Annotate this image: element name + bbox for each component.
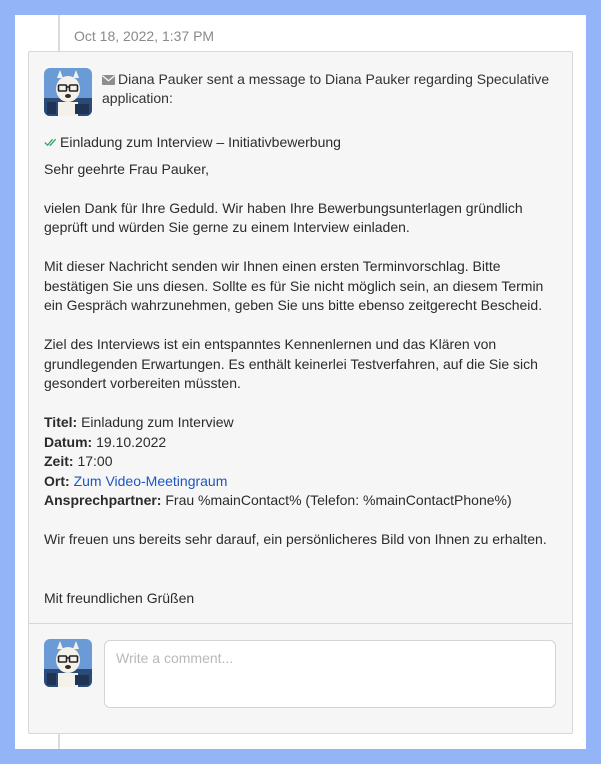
signoff: Mit freundlichen Grüßen bbox=[44, 589, 195, 606]
detail-time-label: Zeit: bbox=[44, 453, 74, 469]
paragraph-3: Ziel des Interviews ist ein entspanntes Kennenlernen und das Klären von grundlegenden Erwartungen. Es enthält keinerlei Testverfahren, auf die Sie sich gesondert vorbereiten müssten. bbox=[44, 336, 538, 391]
detail-date-label: Datum: bbox=[44, 433, 93, 450]
detail-contact-value: Frau %mainContact% (Telefon: %mainContactPhone%) bbox=[165, 492, 512, 508]
double-check-icon bbox=[44, 137, 57, 147]
interview-details bbox=[44, 413, 559, 511]
message-subject bbox=[44, 133, 559, 153]
detail-title-label: Titel: bbox=[44, 414, 78, 430]
envelope-icon bbox=[102, 75, 115, 85]
detail-contact-label: Ansprechpartner: bbox=[44, 492, 162, 508]
detail-date bbox=[44, 433, 559, 453]
detail-location bbox=[44, 472, 559, 492]
message-header-text: Diana Pauker sent a message to Diana Pauker regarding Speculative application: bbox=[102, 71, 550, 106]
detail-contact bbox=[44, 491, 559, 511]
message-card bbox=[28, 51, 573, 734]
paragraph-1: vielen Dank für Ihre Geduld. Wir haben Ihre Bewerbungsunterlagen gründlich geprüft und würden Sie gerne zu einem Interview einladen. bbox=[44, 199, 523, 235]
message-body bbox=[44, 133, 559, 608]
subject-text: Einladung zum Interview – Initiativbewerbung bbox=[60, 134, 341, 150]
video-meeting-link[interactable]: Zum Video-Meetingraum bbox=[73, 472, 228, 489]
divider bbox=[29, 623, 572, 624]
timestamp: Oct 18, 2022, 1:37 PM bbox=[74, 28, 215, 44]
closing-line: Wir freuen uns bereits sehr darauf, ein persönlicheres Bild von Ihnen zu erhalten. bbox=[44, 531, 547, 547]
avatar[interactable] bbox=[44, 68, 92, 116]
detail-title bbox=[44, 413, 559, 433]
detail-location-label: Ort: bbox=[44, 472, 70, 489]
activity-feed bbox=[15, 15, 586, 749]
comment-input[interactable] bbox=[104, 640, 556, 708]
message-header bbox=[102, 70, 552, 108]
detail-date-value: 19.10.2022 bbox=[96, 433, 167, 450]
greeting: Sehr geehrte Frau Pauker, bbox=[44, 160, 209, 177]
comment-avatar bbox=[44, 639, 92, 687]
spacer bbox=[44, 569, 559, 589]
detail-time-value: 17:00 bbox=[77, 453, 113, 469]
paragraph-2: Mit dieser Nachricht senden wir Ihnen einen ersten Terminvorschlag. Bitte bestätigen Sie uns diesen. Sollte es für Sie nicht möglich sein, an diesem Termin ein Gespräch wahrzunehmen, geben Sie uns bitte ebenso zeitgerecht Bescheid. bbox=[44, 258, 544, 313]
detail-time bbox=[44, 452, 559, 472]
detail-title-value: Einladung zum Interview bbox=[81, 414, 234, 430]
